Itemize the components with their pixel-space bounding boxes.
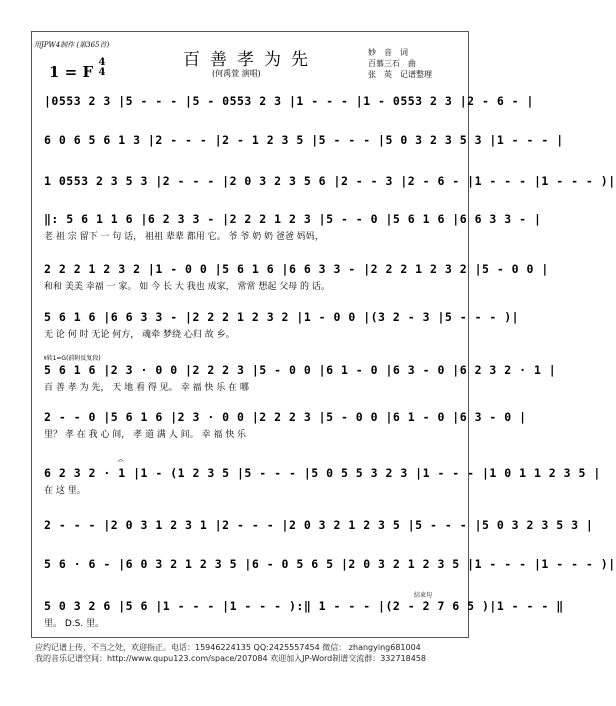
segno-key-change-note: 𝄋转1=G(前附反复段) — [44, 355, 101, 362]
transcriber-credit: 张 英 记谱整理 — [368, 70, 432, 79]
ending-phrase-note: 结束句 — [414, 592, 433, 599]
lyric-line: 和和 美美 幸福 一 家。 如 今 长 大 我也 成家， 常常 想起 父母 的 话。 — [44, 282, 330, 292]
note-line: 2 - - - |2 0 3 1 2 3 1 |2 - - - |2 0 3 2 1 2 3 5 |5 - - - |5 0 3 2 3 5 3 | — [44, 518, 594, 532]
software-note: 用JPW4制作 (第365首) — [34, 41, 110, 49]
score-row — [44, 212, 542, 242]
note-line: 5 6 1 6 |2 3 · 0 0 |2 2 2 3 |5 - 0 0 |6 1 - 0 |6 3 - 0 |6 2 3 2 · 1 | — [44, 363, 557, 377]
time-signature — [95, 58, 109, 78]
footer-contact — [35, 642, 426, 664]
note-line: 2 2 2 1 2 3 2 |1 - 0 0 |5 6 1 6 |6 6 3 3 - |2 2 2 1 2 3 2 |5 - 0 0 | — [44, 262, 549, 276]
lyric-line: 老 祖 宗 留下 一 句 话， 祖祖 辈辈 都用 它。 爷 爷 奶 奶 爸爸 妈妈， — [44, 232, 324, 242]
score-row — [44, 262, 549, 292]
score-row — [44, 94, 534, 120]
note-line: 6 2 3 2 · 1 |1 - (1 2 3 5 |5 - - - |5 0 5 5 3 2 3 |1 - - - |1 0 1 1 2 3 5 | — [44, 466, 601, 480]
lyric-line: 里？ 孝 在 我 心 间， 孝 道 满 人 间。 幸 福 快 乐 — [44, 430, 247, 440]
fermata-icon: 𝄐 — [118, 456, 124, 467]
footer-line-space: 我的音乐记谱空间：http://www.qupu123.com/space/207084 欢迎加入JP-Word制谱交流群：332718458 — [35, 654, 427, 663]
score-row — [44, 174, 616, 200]
lyric-line: 在 这 里。 — [44, 486, 86, 496]
song-subtitle: (何禹萱 演唱) — [212, 69, 261, 78]
note-line: 5 6 · 6 - |6 0 3 2 1 2 3 5 |6 - 0 5 6 5 |2 0 3 2 1 2 3 5 |1 - - - |1 - - - )| — [44, 557, 616, 571]
note-line: 1 0553 2 3 5 3 |2 - - - |2 0 3 2 3 5 6 |2 - - 3 |2 - 6 - |1 - - - |1 - - - )| — [44, 174, 616, 188]
note-line: 6 0 6 5 6 1 3 |2 - - - |2 - 1 2 3 5 |5 - - - |5 0 3 2 3 5 3 |1 - - - | — [44, 133, 564, 147]
composer-credit: 百慕三石 曲 — [368, 59, 416, 68]
note-line: 5 0 3 2 6 |5 6 |1 - - - |1 - - - ):‖ 1 - - - |(2 - 2 7 6 5 )|1 - - - ‖ — [44, 599, 564, 613]
lyricist-credit: 妙 音 词 — [368, 48, 408, 57]
score-row — [44, 466, 601, 496]
lyric-line: 无 论 何 时 无论 何方， 魂牵 梦绕 心归 故 乡。 — [44, 330, 235, 340]
score-row — [44, 557, 616, 583]
footer-line-contact: 应约记谱上传，不当之处，欢迎指正。电话：15946224135 QQ:2425557454 微信： zhangying681004 — [35, 643, 421, 652]
note-line: 5 6 1 6 |6 6 3 3 - |2 2 2 1 2 3 2 |1 - 0 0 |(3 2 - 3 |5 - - - )| — [44, 310, 520, 324]
key-signature: 1 = F — [49, 63, 94, 81]
time-signature-bottom: 4 — [98, 67, 106, 78]
note-line: |0553 2 3 |5 - - - |5 - 0553 2 3 |1 - - - |1 - 0553 2 3 |2 - 6 - | — [44, 94, 534, 108]
lyric-line: 里。 D.S. 里。 — [44, 619, 105, 629]
note-line: ‖: 5 6 1 1 6 |6 2 3 3 - |2 2 2 1 2 3 |5 - - 0 |5 6 1 6 |6 6 3 3 - | — [44, 212, 542, 226]
score-row — [44, 410, 527, 440]
note-line: 2 - - 0 |5 6 1 6 |2 3 · 0 0 |2 2 2 3 |5 - 0 0 |6 1 - 0 |6 3 - 0 | — [44, 410, 527, 424]
score-row — [44, 363, 557, 393]
score-row — [44, 518, 594, 544]
score-row — [44, 133, 564, 159]
song-title: 百善孝为先 — [183, 50, 318, 70]
score-row — [44, 599, 564, 629]
lyric-line: 百 善 孝 为 先， 天 地 看 得 见。 幸 福 快 乐 在 哪 — [44, 383, 249, 393]
time-signature-top: 4 — [98, 57, 106, 68]
score-row — [44, 310, 520, 340]
credits — [368, 47, 432, 80]
